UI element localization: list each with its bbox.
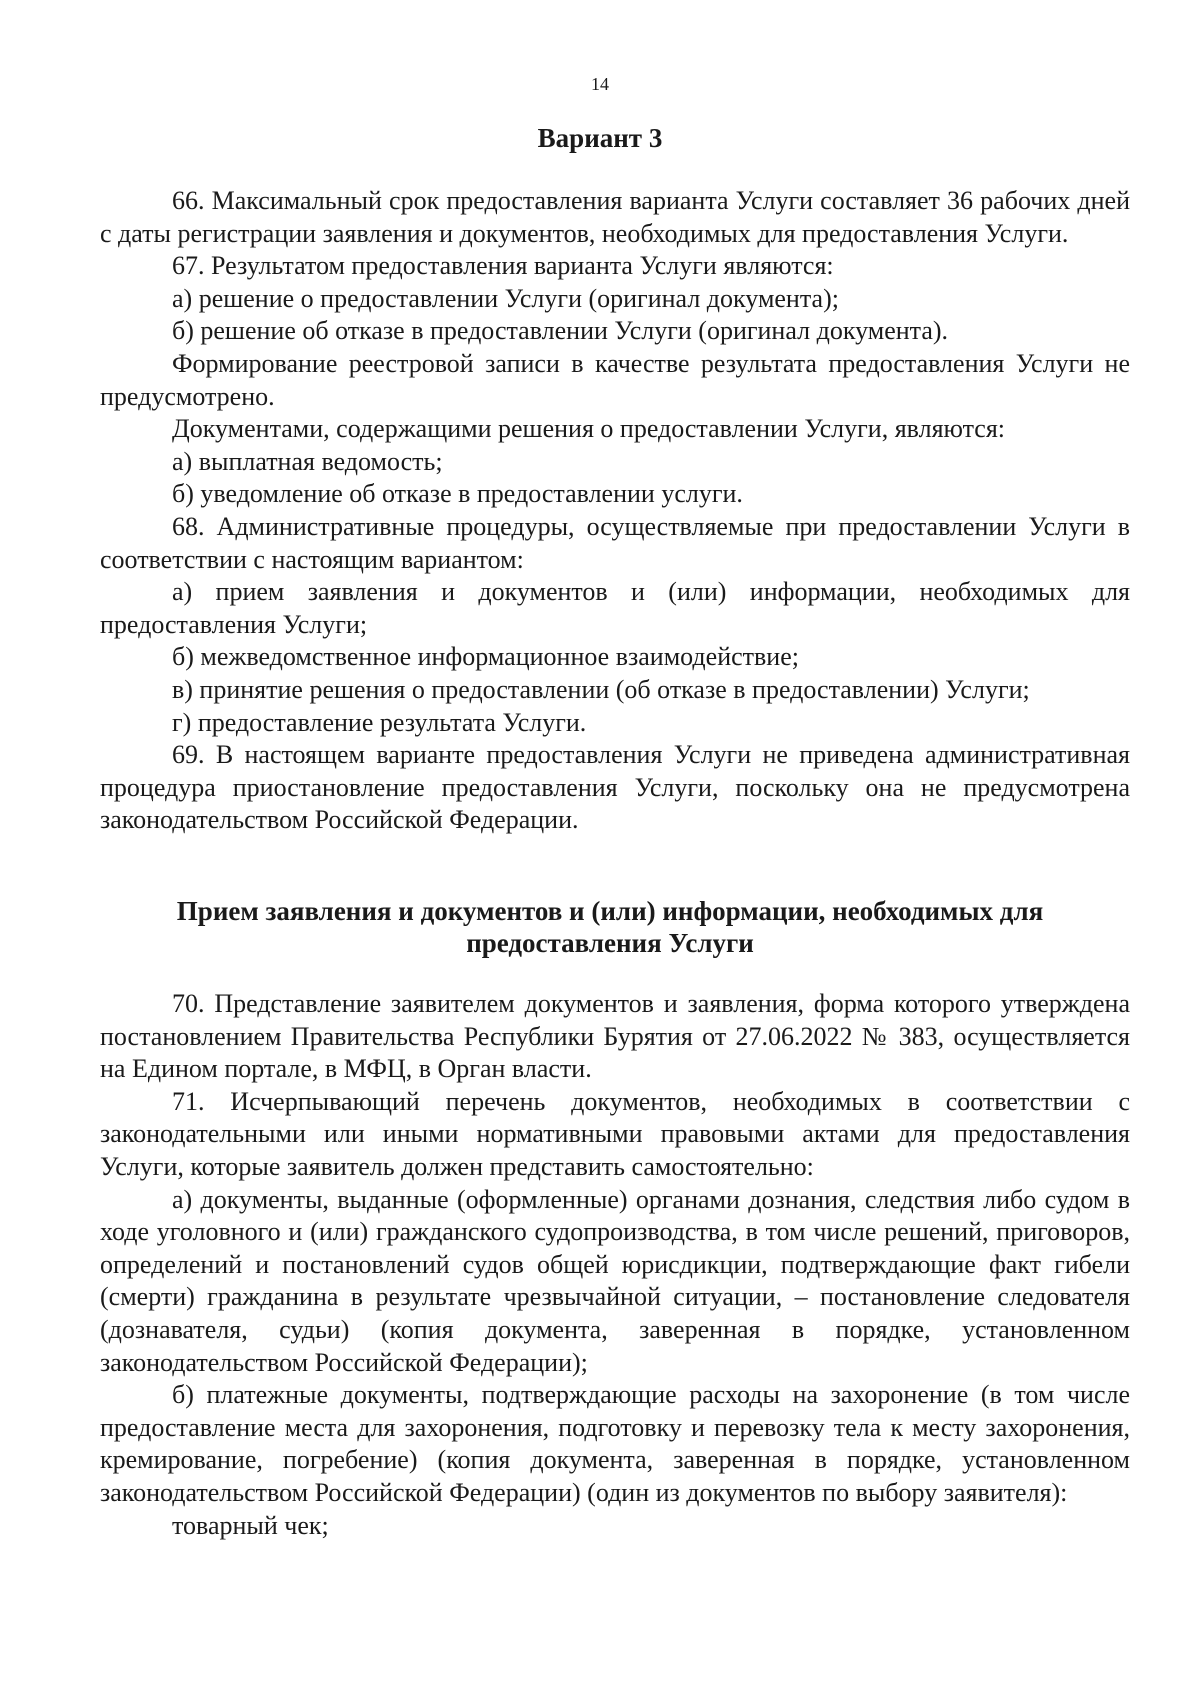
section-body [100,988,1130,1542]
paragraph: б) решение об отказе в предоставлении Услуги (оригинал документа). [172,316,949,346]
paragraph: а) выплатная ведомость; [172,446,443,476]
paragraph: 67. Результатом предоставления варианта Услуги являются: [172,251,834,281]
variant-heading: Вариант 3 [537,123,663,153]
paragraph: 71. Исчерпывающий перечень документов, необходимых в соответствии с законодательными или иными нормативными правовыми актами для предоставления Услуги, которые заявитель должен представить самостоятельно: [100,1086,1130,1181]
paragraph: 70. Представление заявителем документов и заявления, форма которого утверждена постановлением Правительства Республики Бурятия от 27.06.2022 № 383, осуществляется на Едином портале, в МФЦ, в Орган власти. [100,989,1130,1084]
paragraph: а) документы, выданные (оформленные) органами дознания, следствия либо судом в ходе уголовного и (или) гражданского судопроизводства, в том числе решений, приговоров, определений и постановлений судов общей юрисдикции, подтверждающие факт гибели (смерти) гражданина в результате чрезвычайной ситуации, – постановление следователя (дознавателя, судьи) (копия документа, заверенная в порядке, установленном законодательством Российской Федерации); [100,1184,1130,1377]
variant-body [100,185,1130,837]
paragraph: в) принятие решения о предоставлении (об отказе в предоставлении) Услуги; [172,674,1030,704]
paragraph: 66. Максимальный срок предоставления варианта Услуги составляет 36 рабочих дней с даты регистрации заявления и документов, необходимых для предоставления Услуги. [100,186,1130,248]
paragraph: Документами, содержащими решения о предоставлении Услуги, являются: [172,414,1006,444]
paragraph: а) решение о предоставлении Услуги (оригинал документа); [172,283,839,313]
paragraph: а) прием заявления и документов и (или) информации, необходимых для предоставления Услуги; [100,577,1130,639]
paragraph: Формирование реестровой записи в качестве результата предоставления Услуги не предусмотрено. [100,348,1130,411]
paragraph: б) платежные документы, подтверждающие расходы на захоронение (в том числе предоставление места для захоронения, подготовку и перевозку тела к месту захоронения, кремирование, погребение) (копия документа, заверенная в порядке, установленном законодательством Российской Федерации) (один из документов по выбору заявителя): [100,1380,1130,1507]
paragraph: 69. В настоящем варианте предоставления Услуги не приведена административная процедура приостановление предоставления Услуги, поскольку она не предусмотрена законодательством Российской Федерации. [100,740,1130,835]
paragraph: б) уведомление об отказе в предоставлении услуги. [172,479,743,509]
paragraph: 68. Административные процедуры, осуществляемые при предоставлении Услуги в соответствии с настоящим вариантом: [100,511,1130,574]
paragraph: товарный чек; [172,1510,329,1540]
page-number: 14 [591,74,609,94]
paragraph: г) предоставление результата Услуги. [172,707,587,737]
section-heading: Прием заявления и документов и (или) информации, необходимых для предоставления Услуги [176,896,1044,958]
paragraph: б) межведомственное информационное взаимодействие; [172,642,799,672]
